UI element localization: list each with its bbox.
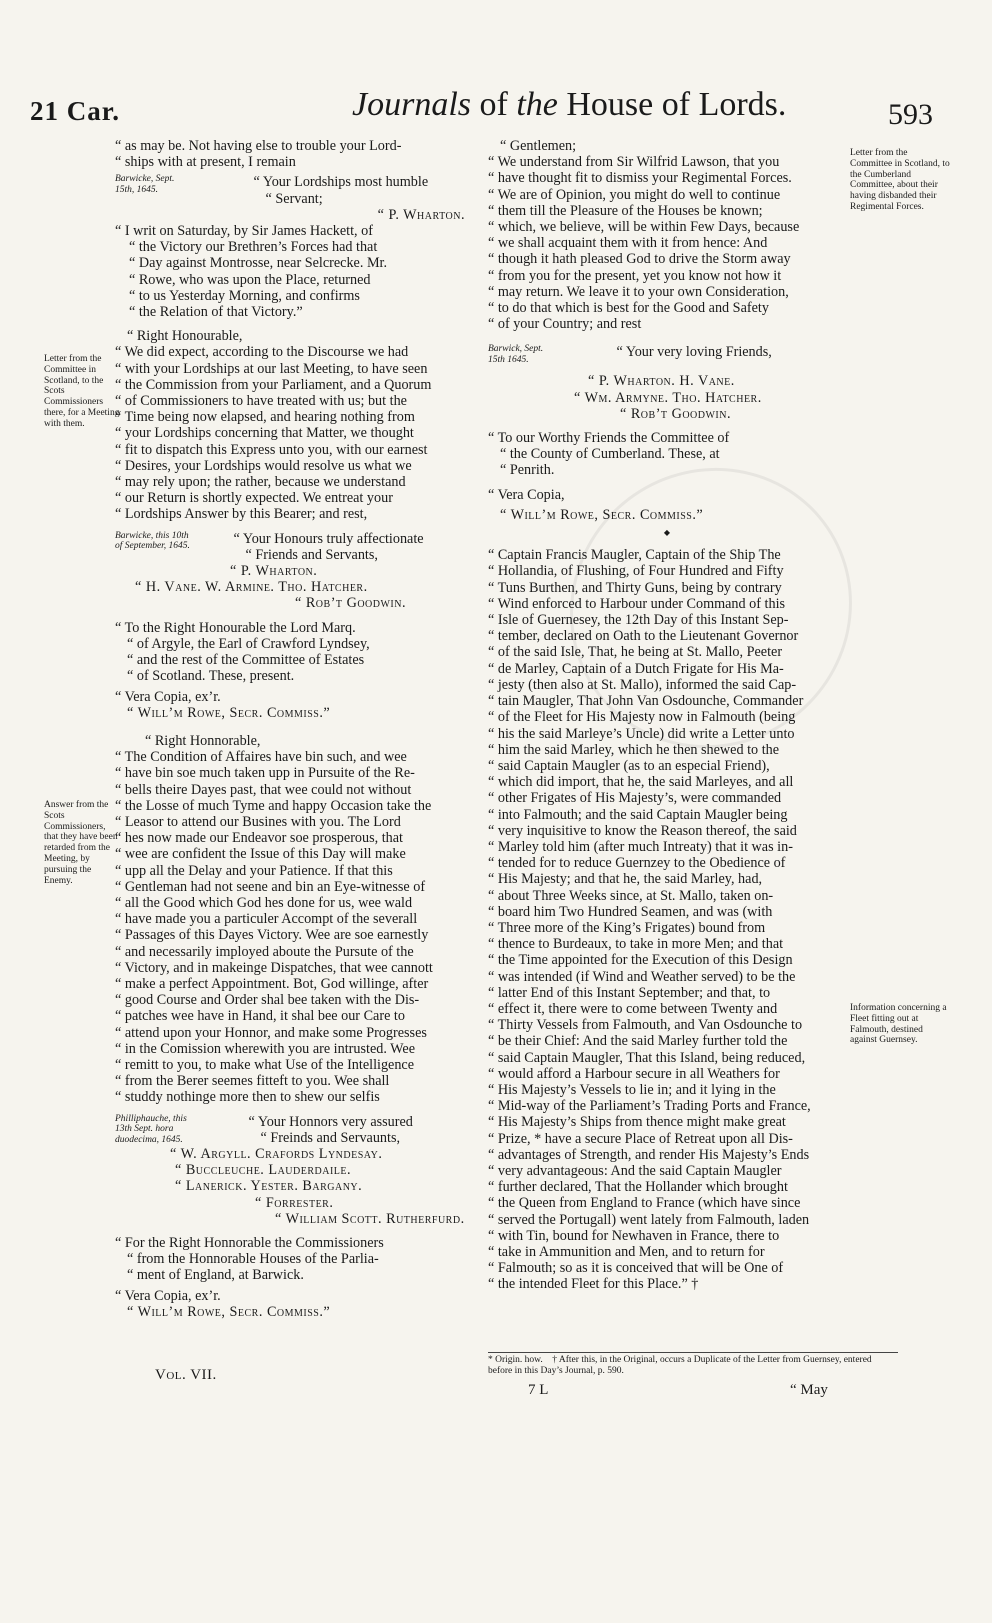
text-line: “ His Majesty; and that he, the said Marley, had, xyxy=(488,871,763,888)
text-line: “ his the said Marleye’s Uncle) did write a Letter unto xyxy=(488,725,795,742)
signatory: “ P. Wharton. H. Vane. xyxy=(588,373,735,390)
text-line: “ jesty (then also at St. Mallo), informed the said Cap- xyxy=(488,676,797,693)
text-line: “ upp all the Delay and your Patience. If that this xyxy=(115,862,393,879)
signatory: “ Buccleuche. Lauderdaile. xyxy=(175,1162,352,1179)
text-line: “ effect it, there were to come between Twenty and xyxy=(488,1000,778,1017)
text-line: “ to us Yesterday Morning, and confirms xyxy=(129,287,360,304)
signatory: “ P. Wharton. xyxy=(230,563,318,580)
text-line: “ The Condition of Affaires have bin such, and wee xyxy=(115,749,407,766)
text-line: “ other Frigates of His Majesty’s, were commanded xyxy=(488,790,782,807)
text-line: “ Passages of this Dayes Victory. Wee are soe earnestly xyxy=(115,927,429,944)
salutation: “ Right Honnorable, xyxy=(145,732,261,749)
text-line: “ said Captain Maugler (as to an especial Friend), xyxy=(488,757,770,774)
text-line: “ the Time appointed for the Execution of this Design xyxy=(488,952,793,969)
margin-note-cumberland: Letter from the Committee in Scotland, to the Cumberland Committee, about their having disbanded their Regimental Forces. xyxy=(850,148,950,212)
text-line: “ would afford a Harbour secure in all Weathers for xyxy=(488,1065,780,1082)
text-line: “ take in Ammunition and Men, and to return for xyxy=(488,1244,765,1260)
footnotes xyxy=(488,1352,898,1377)
text-line: “ though it hath pleased God to drive the Storm away xyxy=(488,251,791,268)
text-line: “ which, we believe, will be within Few Days, because xyxy=(488,219,800,236)
section-ornament: ◆ xyxy=(663,528,671,538)
text-line: “ have bin soe much taken upp in Pursuite of the Re- xyxy=(115,765,415,782)
secretary-signature: “ Will’m Rowe, Secr. Commiss.” xyxy=(127,704,331,721)
signatory: “ P. Wharton. xyxy=(377,206,465,223)
left-column xyxy=(115,138,475,1320)
text-line: “ I writ on Saturday, by Sir James Hackett, of xyxy=(115,223,373,240)
text-line: “ His Majesty’s Ships from thence might make great xyxy=(488,1114,786,1131)
postscript xyxy=(115,223,475,320)
text-line: “ fit to dispatch this Express unto you, with our earnest xyxy=(115,441,428,458)
text-line: “ the County of Cumberland. These, at xyxy=(500,446,720,463)
text-line: “ in the Comission wherewith you are intrusted. Wee xyxy=(115,1040,416,1057)
text-line: “ as may be. Not having else to trouble your Lord- xyxy=(115,138,402,154)
signature-mark: 7 L xyxy=(528,1382,549,1398)
text-line: “ and necessarily imployed aboute the Pursute of the xyxy=(115,943,414,960)
running-head-title xyxy=(352,86,786,124)
text-line: “ Time being now elapsed, and hearing nothing from xyxy=(115,409,415,426)
salutation: “ Gentlemen; xyxy=(500,138,577,154)
address xyxy=(488,430,846,479)
signatory: “ Rob’t Goodwin. xyxy=(295,595,407,612)
text-line: “ tended for to reduce Guernzey to the Obedience of xyxy=(488,855,786,872)
address xyxy=(115,620,475,685)
text-line: “ have thought fit to dismiss your Regimental Forces. xyxy=(488,170,792,187)
letter-body xyxy=(115,749,475,1105)
text-line: “ studdy nothinge more then to shew our selfis xyxy=(115,1089,380,1106)
text-line: “ good Course and Order shal bee taken with the Dis- xyxy=(115,992,420,1009)
text-line: “ to do that which is best for the Good and Safety xyxy=(488,300,769,317)
date-line: Barwicke, this 10th of September, 1645. xyxy=(115,530,190,552)
secretary-signature: “ Will’m Rowe, Secr. Commiss.” xyxy=(127,1303,331,1320)
text-line: “ your Lordships concerning that Matter, we thought xyxy=(115,425,414,442)
text-line: “ Wind enforced to Harbour under Command of this xyxy=(488,595,786,612)
text-line: “ Prize, * have a secure Place of Retreat upon all Dis- xyxy=(488,1130,793,1147)
signatory: “ W. Argyll. Crafords Lyndesay. xyxy=(170,1145,383,1162)
text-line: “ very advantageous: And the said Captain Maugler xyxy=(488,1162,782,1179)
text-line: “ board him Two Hundred Seamen, and was (with xyxy=(488,903,773,920)
signatory: “ Forrester. xyxy=(255,1194,334,1211)
volume-number: Vol. VII. xyxy=(155,1367,217,1383)
text-line: “ de Marley, Captain of a Dutch Frigate for His Ma- xyxy=(488,660,784,677)
text-line: “ Your Lordships most humble xyxy=(253,174,429,191)
text-line: “ of the Fleet for His Majesty now in Falmouth (being xyxy=(488,709,796,726)
text-line: “ of your Country; and rest xyxy=(488,316,642,333)
text-line: “ him the said Marley, which he then shewed to the xyxy=(488,741,780,758)
title-word: of xyxy=(479,86,508,123)
text-line: “ Victory, and in makeinge Dispatches, that wee cannott xyxy=(115,959,433,976)
title-word: of xyxy=(661,86,691,123)
margin-note-answer: Answer from the Scots Commissioners, that they have been retarded from the Meeting, by pursuing the Enemy. xyxy=(44,800,118,886)
text-line: “ Your very loving Friends, xyxy=(616,344,772,361)
text-line: “ from you for the present, yet you know not how it xyxy=(488,267,782,284)
text-line: “ remitt to you, to make what Use of the Intelligence xyxy=(115,1056,415,1073)
text-line: “ Thirty Vessels from Falmouth, and Van Osdounche to xyxy=(488,1017,803,1034)
footnote: † After this, in the Original, occurs a Duplicate of the Letter from Guernsey, entered before in this Day’s Journal, p. 590. xyxy=(488,1355,872,1376)
catchword: “ May xyxy=(790,1382,828,1398)
text-line: “ wee are confident the Issue of this Day will make xyxy=(115,846,406,863)
text-line: “ very inquisitive to know the Reason thereof, the said xyxy=(488,822,797,839)
date-line: Philliphauche, this 13th Sept. hora duodecima, 1645. xyxy=(115,1113,187,1145)
text-line: “ said Captain Maugler, That this Island, being reduced, xyxy=(488,1049,806,1066)
text-line: “ hes now made our Endeavor soe prosperous, that xyxy=(115,830,404,847)
text-line: “ advantages of Strength, and render His Majesty’s Ends xyxy=(488,1146,810,1163)
text-line: “ Mid-way of the Parliament’s Trading Ports and France, xyxy=(488,1098,811,1115)
letter-body xyxy=(488,154,846,332)
text-line: “ be their Chief: And the said Marley further told the xyxy=(488,1033,788,1050)
signatory: “ William Scott. Rutherfurd. xyxy=(275,1210,465,1227)
text-line: “ To the Right Honourable the Lord Marq. xyxy=(115,619,356,636)
text-line: “ served the Portugall) went lately from Falmouth, laden xyxy=(488,1211,810,1228)
text-line: “ and the rest of the Committee of Estates xyxy=(127,652,365,669)
text-line: “ Marley told him (after much Intreaty) that it was in- xyxy=(488,838,793,855)
date-line: Barwick, Sept. 15th 1645. xyxy=(488,344,544,365)
text-line: “ of Scotland. These, present. xyxy=(127,668,295,685)
letter-body xyxy=(115,344,475,522)
text-line: “ from the Berer seemes fitteft to you. Wee shall xyxy=(115,1073,390,1090)
signature-block xyxy=(115,1114,475,1227)
text-line: “ To our Worthy Friends the Committee of xyxy=(488,430,730,447)
text-line: “ Freinds and Servaunts, xyxy=(260,1129,401,1146)
text-line: “ Day against Montrosse, near Selcrecke. Mr. xyxy=(129,255,388,272)
text-line: “ the Commission from your Parliament, and a Quorum xyxy=(115,376,432,393)
text-line: “ ships with at present, I remain xyxy=(115,154,296,171)
text-line: “ the Relation of that Victory.” xyxy=(129,304,303,321)
text-line: “ Friends and Servants, xyxy=(245,546,378,563)
text-line: “ Leasor to attend our Busines with you. The Lord xyxy=(115,813,401,830)
text-line: “ further declared, That the Hollander which brought xyxy=(488,1179,788,1196)
text-line: “ the Victory our Brethren’s Forces had that xyxy=(129,239,378,256)
signature-block xyxy=(488,344,846,422)
text-line: “ Lordships Answer by this Bearer; and rest, xyxy=(115,506,368,523)
text-line: “ Your Honours truly affectionate xyxy=(233,530,424,547)
title-word: House xyxy=(566,86,654,123)
text-line: “ our Return is shortly expected. We entreat your xyxy=(115,490,393,507)
text-line: “ We are of Opinion, you might do well to continue xyxy=(488,186,781,203)
text-line: “ Penrith. xyxy=(500,462,555,479)
text-line: “ ment of England, at Barwick. xyxy=(127,1267,304,1284)
text-line: “ Gentleman had not seene and bin an Eye-witnesse of xyxy=(115,878,426,895)
text-line: “ We understand from Sir Wilfrid Lawson, that you xyxy=(488,154,780,171)
text-line: “ Hollandia, of Flushing, of Four Hundred and Fifty xyxy=(488,563,784,580)
letter-closing xyxy=(115,138,475,170)
vera-copia: “ Vera Copia, ex’r. xyxy=(115,688,221,705)
text-line: “ with your Lordships at our last Meeting, to have seen xyxy=(115,360,428,377)
title-word: the xyxy=(516,86,558,123)
text-line: “ into Falmouth; and the said Captain Maugler being xyxy=(488,806,788,823)
text-line: “ Rowe, who was upon the Place, returned xyxy=(129,271,371,288)
text-line: “ may return. We leave it to your own Consideration, xyxy=(488,283,789,300)
text-line: “ all the Good which God hes done for us, wee wald xyxy=(115,894,413,911)
text-line: “ Tuns Burthen, and Thirty Guns, being by contrary xyxy=(488,579,782,596)
text-line: “ the Queen from England to France (which have since xyxy=(488,1195,801,1212)
running-head-left: 21 Car. xyxy=(30,96,121,126)
footnote: * Origin. how. xyxy=(488,1355,543,1365)
vera-copia: “ Vera Copia, xyxy=(488,486,565,503)
text-line: “ patches wee have in Hand, it shal bee our Care to xyxy=(115,1008,405,1025)
text-line: “ have made you a particuler Accompt of the severall xyxy=(115,911,418,928)
text-line: “ with Tin, bound for Newhaven in France, there to xyxy=(488,1227,780,1244)
text-line: “ which did import, that he, the said Marleyes, and all xyxy=(488,774,794,791)
text-line: “ thence to Burdeaux, to take in more Men; and that xyxy=(488,936,784,953)
text-line: “ of Commissioners to have treated with us; but the xyxy=(115,393,407,410)
signature-block xyxy=(115,531,475,612)
date-line: Barwicke, Sept. 15th, 1645. xyxy=(115,174,175,195)
text-line: “ of Argyle, the Earl of Crawford Lyndsey, xyxy=(127,635,370,652)
title-word: Journals xyxy=(352,86,471,123)
text-line: “ Desires, your Lordships would resolve us what we xyxy=(115,457,412,474)
text-line: “ the intended Fleet for this Place.” † xyxy=(488,1276,699,1293)
text-line: “ Three more of the King’s Frigates) bound from xyxy=(488,919,766,936)
text-line: “ from the Honnorable Houses of the Parlia- xyxy=(127,1251,379,1268)
text-line: “ of the said Isle, That, he being at St. Mallo, Peeter xyxy=(488,644,783,661)
signatory: “ Lanerick. Yester. Bargany. xyxy=(175,1178,363,1195)
text-line: “ Servant; xyxy=(265,190,323,207)
text-line: “ was intended (if Wind and Weather served) to be the xyxy=(488,968,796,985)
salutation: “ Right Honourable, xyxy=(127,328,243,345)
right-column xyxy=(488,138,846,1293)
text-line: “ bells theire Dayes past, that wee could not without xyxy=(115,781,412,798)
address xyxy=(115,1235,475,1284)
signatory: “ Wm. Armyne. Tho. Hatcher. xyxy=(574,389,762,406)
margin-note-fleet: Information concerning a Fleet fitting out at Falmouth, destined against Guernsey. xyxy=(850,1003,947,1046)
signature-block xyxy=(115,174,475,223)
title-word: Lords. xyxy=(698,86,787,123)
text-line: “ tain Maugler, That John Van Osdounche, Commander xyxy=(488,693,804,710)
text-line: “ may rely upon; the rather, because we understand xyxy=(115,474,406,491)
text-line: “ Your Honnors very assured xyxy=(248,1113,413,1130)
text-line: “ Falmouth; so as it is conceived that will be One of xyxy=(488,1260,784,1277)
text-line: “ attend upon your Honnor, and make some Progresses xyxy=(115,1024,427,1041)
text-line: “ tember, declared on Oath to the Lieutenant Governor xyxy=(488,628,799,645)
secretary-signature: “ Will’m Rowe, Secr. Commiss.” xyxy=(500,506,704,523)
text-line: “ Captain Francis Maugler, Captain of the Ship The xyxy=(488,547,781,564)
information-text xyxy=(488,547,846,1292)
text-line: “ the Losse of much Tyme and happy Occasion take the xyxy=(115,797,432,814)
signatory: “ Rob’t Goodwin. xyxy=(620,405,732,422)
text-line: “ latter End of this Instant September; and that, to xyxy=(488,984,771,1001)
text-line: “ Isle of Guernesey, the 12th Day of this Instant Sep- xyxy=(488,612,789,629)
text-line: “ about Three Weeks since, at St. Mallo, taken on- xyxy=(488,887,774,904)
text-line: “ His Majesty’s Vessels to lie in; and it lying in the xyxy=(488,1081,776,1098)
text-line: “ For the Right Honnorable the Commissioners xyxy=(115,1235,384,1251)
page-number: 593 xyxy=(888,98,933,131)
vera-copia: “ Vera Copia, ex’r. xyxy=(115,1287,221,1304)
text-line: “ them till the Pleasure of the Houses be known; xyxy=(488,202,763,219)
text-line: “ We did expect, according to the Discourse we had xyxy=(115,344,409,361)
signatory: “ H. Vane. W. Armine. Tho. Hatcher. xyxy=(135,579,368,596)
text-line: “ we shall acquaint them with it from hence: And xyxy=(488,235,768,252)
margin-note-letter-meeting: Letter from the Committee in Scotland, to the Scots Commissioners there, for a Meeting with them. xyxy=(44,354,120,429)
text-line: “ make a perfect Appointment. Bot, God willinge, after xyxy=(115,975,429,992)
